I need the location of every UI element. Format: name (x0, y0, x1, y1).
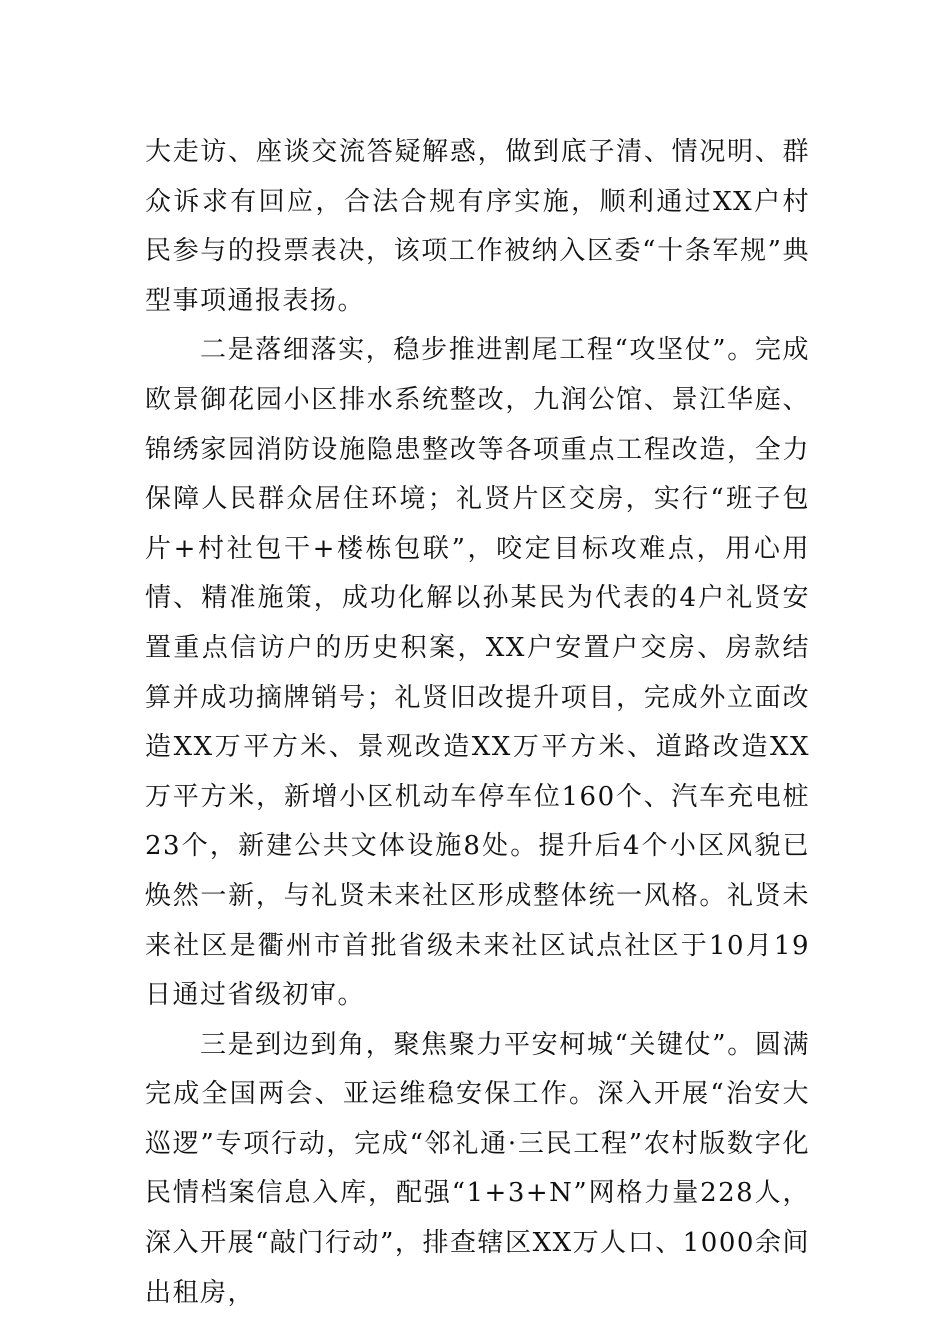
document-body (145, 128, 810, 1318)
paragraph-continuation: 大走访、座谈交流答疑解惑，做到底子清、情况明、群众诉求有回应，合法合规有序实施，顺利通过XX户村民参与的投票表决，该项工作被纳入区委“十条军规”典型事项通报表扬。 (145, 137, 810, 316)
paragraph-point-two: 二是落细落实，稳步推进割尾工程“攻坚仗”。完成欧景御花园小区排水系统整改，九润公馆、景江华庭、锦绣家园消防设施隐患整改等各项重点工程改造，全力保障人民群众居住环境；礼贤片区交房，实行“班子包片+村社包干+楼栋包联”，咬定目标攻难点，用心用情、精准施策，成功化解以孙某民为代表的4户礼贤安置重点信访户的历史积案，XX户安置户交房、房款结算并成功摘牌销号；礼贤旧改提升项目，完成外立面改造XX万平方米、景观改造XX万平方米、道路改造XX万平方米，新增小区机动车停车位160个、汽车充电桩23个，新建公共文体设施8处。提升后4个小区风貌已焕然一新，与礼贤未来社区形成整体统一风格。礼贤未来社区是衢州市首批省级未来社区试点社区于10月19日通过省级初审。 (145, 335, 810, 1011)
paragraph-point-three: 三是到边到角，聚焦聚力平安柯城“关键仗”。圆满完成全国两会、亚运维稳安保工作。深入开展“治安大巡逻”专项行动，完成“邻礼通·三民工程”农村版数字化民情档案信息入库，配强“1+3+N”网格力量228人，深入开展“敲门行动”，排查辖区XX万人口、1000余间出租房， (145, 1029, 810, 1308)
